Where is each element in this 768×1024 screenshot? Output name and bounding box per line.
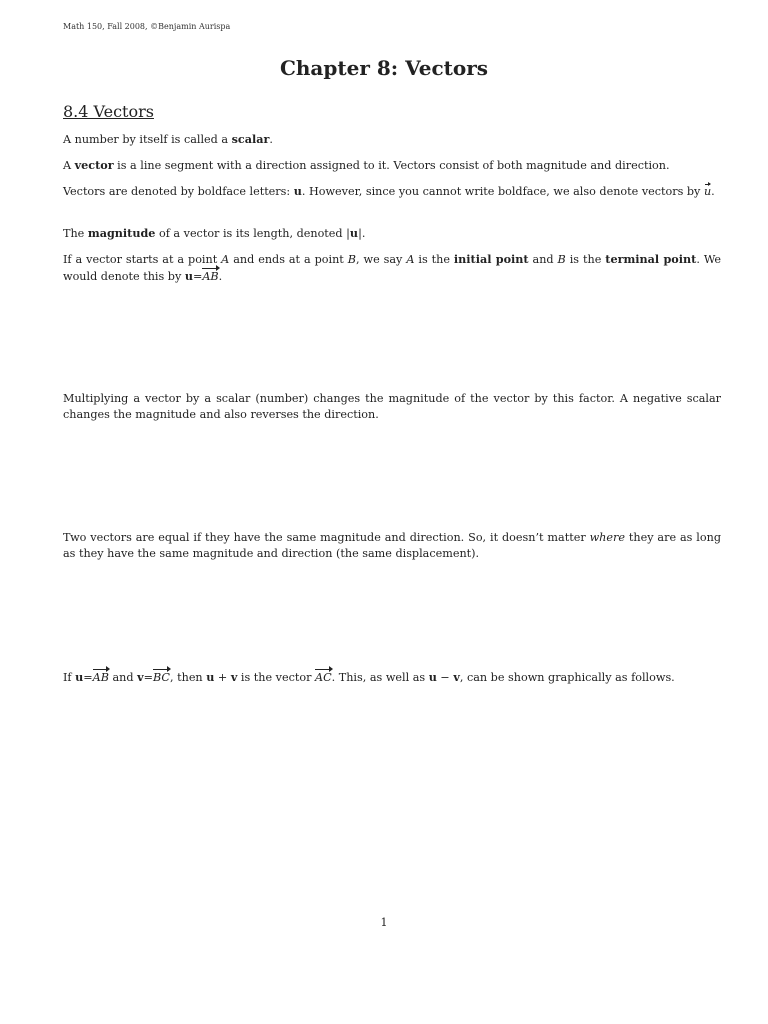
text: Two vectors are equal if they have the same magnitude and direction. So, it doesn’t matter [63,531,590,544]
bold-u: u [428,670,437,684]
bold-v: v [453,670,460,684]
term-scalar: scalar [231,132,270,146]
text: . [218,270,223,283]
paragraph-magnitude [63,225,721,242]
bold-u: u [293,184,302,198]
term-magnitude: magnitude [87,226,156,240]
vector-BC: BC [153,671,170,684]
text: , then [170,671,207,684]
text: . [269,133,273,146]
text: + [214,671,231,684]
text: . However, since you cannot write boldface, we also denote vectors by [301,185,704,198]
page-number: 1 [380,916,388,929]
bold-u: u [75,670,84,684]
term-terminal-point: terminal point [605,252,697,266]
text: and [528,253,558,266]
text: A [63,159,75,172]
text: is the [414,253,454,266]
bold-v: v [137,670,144,684]
text: . [711,185,715,198]
text: is the [565,253,606,266]
point-B: B [557,253,566,266]
text: and ends at a point [229,253,348,266]
paragraph-points [63,251,721,285]
point-A: A [406,253,415,266]
text: and [108,671,138,684]
text: of a vector is its length, denoted | [155,227,350,240]
text: − [436,671,454,684]
paragraph-equal-vectors [63,530,721,562]
vector-u-arrow: u [703,185,712,198]
text: |. [358,227,366,240]
vector-AB: AB [92,671,109,684]
text: is a line segment with a direction assigned to it. Vectors consist of both magnitude and direction. [113,159,670,172]
text: . This, as well as [331,671,429,684]
vector-AC: AC [315,671,332,684]
paragraph-vector [63,157,721,174]
paragraph-notation [63,183,721,200]
text: = [83,671,93,684]
text: they are as long as they have the same magnitude and direction (the same displacement). [63,531,721,560]
paragraph-scalar-multiplication: Multiplying a vector by a scalar (number) changes the magnitude of the vector by this factor. A negative scalar changes the magnitude and also reverses the direction. [63,392,721,421]
point-A: A [221,253,230,266]
bold-u: u [206,670,215,684]
section-heading: 8.4 Vectors [63,102,154,121]
text: Vectors are denoted by boldface letters: [63,185,294,198]
text: If [63,671,76,684]
emphasis-where: where [589,531,625,544]
page-header: Math 150, Fall 2008, ©Benjamin Aurispa [63,22,231,31]
text: The [63,227,88,240]
bold-v: v [230,670,238,684]
paragraph-vector-addition [63,669,721,686]
bold-u: u [184,269,193,283]
term-vector: vector [74,158,114,172]
text: . We would denote this by [63,253,722,283]
bold-u: u [349,226,359,240]
text: A number by itself is called a [63,133,232,146]
point-B: B [347,253,356,266]
text: If a vector starts at a point [63,253,222,266]
text: = [192,270,203,283]
text: is the vector [237,671,316,684]
text: , we say [355,253,407,266]
paragraph-scalar [63,131,721,148]
text: = [143,671,153,684]
vector-AB: AB [202,270,219,283]
term-initial-point: initial point [453,252,529,266]
text: , can be shown graphically as follows. [459,671,675,684]
chapter-title: Chapter 8: Vectors [279,56,489,80]
